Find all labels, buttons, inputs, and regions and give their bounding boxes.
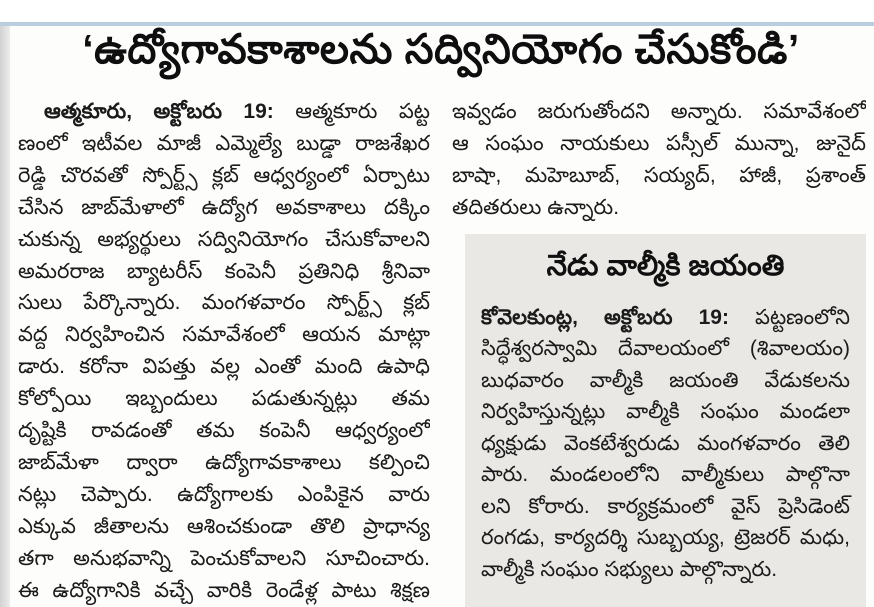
jobs-text-line: జాబ్‌మేళా ద్వారా ఉద్యోగావకాశాలు కల్పించి — [18, 450, 430, 474]
valmiki-text-line: లని కోరారు. కార్యక్రమంలో వైస్ ప్రెసిడెంట్ — [481, 494, 850, 518]
jobs-text-line: వద్ద నిర్వహించిన సమావేశంలో ఆయన మాట్లా — [18, 323, 430, 347]
jobs-article-body — [18, 128, 430, 607]
valmiki-text-line: ధ్యక్షుడు వెంకటేశ్వరుడు మంగళవారం తెలి — [481, 431, 850, 455]
jobs-dateline-row — [18, 96, 430, 128]
jobs-text-line: చుకున్న అభ్యర్థులు సద్వినియోగం చేసుకోవాలని — [18, 227, 430, 251]
jobs-text-line: రెడ్డి చొరవతో స్పోర్ట్స్ క్లబ్ ఆధ్వర్యంలో ఏర్పాటు — [18, 163, 430, 187]
valmiki-article-body — [481, 333, 850, 585]
valmiki-text-line: సిద్ధేశ్వరస్వామి దేవాలయంలో (శివాలయం) — [481, 337, 850, 361]
left-column — [18, 96, 430, 607]
headline: ‘ఉద్యోగావకాశాలను సద్వినియోగం చేసుకోండి’ — [82, 26, 800, 72]
valmiki-dateline-row — [481, 302, 850, 334]
jobs-text-line: ఈ ఉద్యోగానికి వచ్చే వారికి రెండేళ్ల పాటు శిక్షణ — [18, 578, 430, 602]
jobs-text-line: ఆ సంఘం నాయకులు పస్సీల్ మున్నా, జునైద్ — [452, 131, 866, 155]
top-margin-strip — [0, 0, 874, 22]
jobs-dateline-rest: ఆత్మకూరు పట్ట — [273, 100, 430, 123]
valmiki-text-line: పారు. మండలంలోని వాల్మీకులు పాల్గొనా — [481, 463, 850, 487]
valmiki-article-title: నేడు వాల్మీకి జయంతి — [546, 249, 785, 282]
scan-edge-strip — [0, 26, 10, 607]
valmiki-text-line: వాల్మీకి సంఘం సభ్యులు పాల్గొన్నారు. — [481, 557, 778, 581]
jobs-text-line: నట్లు చెప్పారు. ఉద్యోగాలకు ఎంపికైన వారు — [18, 482, 430, 506]
valmiki-dateline: కోవెలకుంట్ల, అక్టోబరు 19: — [481, 305, 729, 329]
jobs-text-line: ఎక్కువ జీతాలను ఆశించకుండా తొలి ప్రాధాన్య — [18, 514, 430, 538]
jobs-text-line: దృష్టికి రావడంతో తమ కంపెనీ ఆధ్వర్యంలో — [18, 419, 430, 443]
jobs-text-line: అమరరాజ బ్యాటరీస్ కంపెనీ ప్రతినిధి శ్రీనివా — [18, 259, 430, 283]
valmiki-text-line: నిర్వహిస్తున్నట్లు వాల్మీకి సంఘం మండలా — [481, 400, 850, 424]
jobs-text-line: బాషా, మహెబూబ్, సయ్యద్, హాజీ, ప్రశాంత్ — [452, 163, 866, 187]
jobs-text-line: కోల్పోయి ఇబ్బందులు పడుతున్నట్లు తమ — [18, 387, 430, 411]
valmiki-text-line: రంగడు, కార్యదర్శి సుబ్బయ్య, ట్రెజరర్ మధు, — [481, 526, 850, 550]
jobs-article-continuation — [452, 96, 866, 224]
jobs-dateline: ఆత్మకూరు, అక్టోబరు 19: — [44, 100, 274, 123]
valmiki-text-line: బుధవారం వాల్మీకి జయంతి వేడుకలను — [481, 368, 850, 392]
valmiki-article-box — [465, 234, 866, 607]
jobs-text-line: తదితరులు ఉన్నారు. — [452, 195, 620, 219]
jobs-text-line: ఇవ్వడం జరుగుతోందని అన్నారు. సమావేశంలో — [452, 100, 866, 123]
valmiki-dateline-rest: పట్టణంలోని — [728, 305, 850, 329]
jobs-text-line: సులు పేర్కొన్నారు. మంగళవారం స్పోర్ట్స్ క్లబ్ — [18, 291, 430, 315]
jobs-text-line: డారు. కరోనా విపత్తు వల్ల ఎంతో మంది ఉపాధి — [18, 355, 430, 379]
jobs-text-line: తగా అనుభవాన్ని పెంచుకోవాలని సూచించారు. — [18, 546, 430, 570]
right-column — [452, 96, 866, 607]
jobs-text-line: ణంలో ఇటీవల మాజీ ఎమ్మెల్యే బుడ్డా రాజశేఖర — [18, 131, 430, 155]
article-columns — [18, 96, 866, 607]
jobs-text-line: చేసిన జాబ్‌మేళాలో ఉద్యోగ అవకాశాలు దక్కిం — [18, 195, 430, 219]
